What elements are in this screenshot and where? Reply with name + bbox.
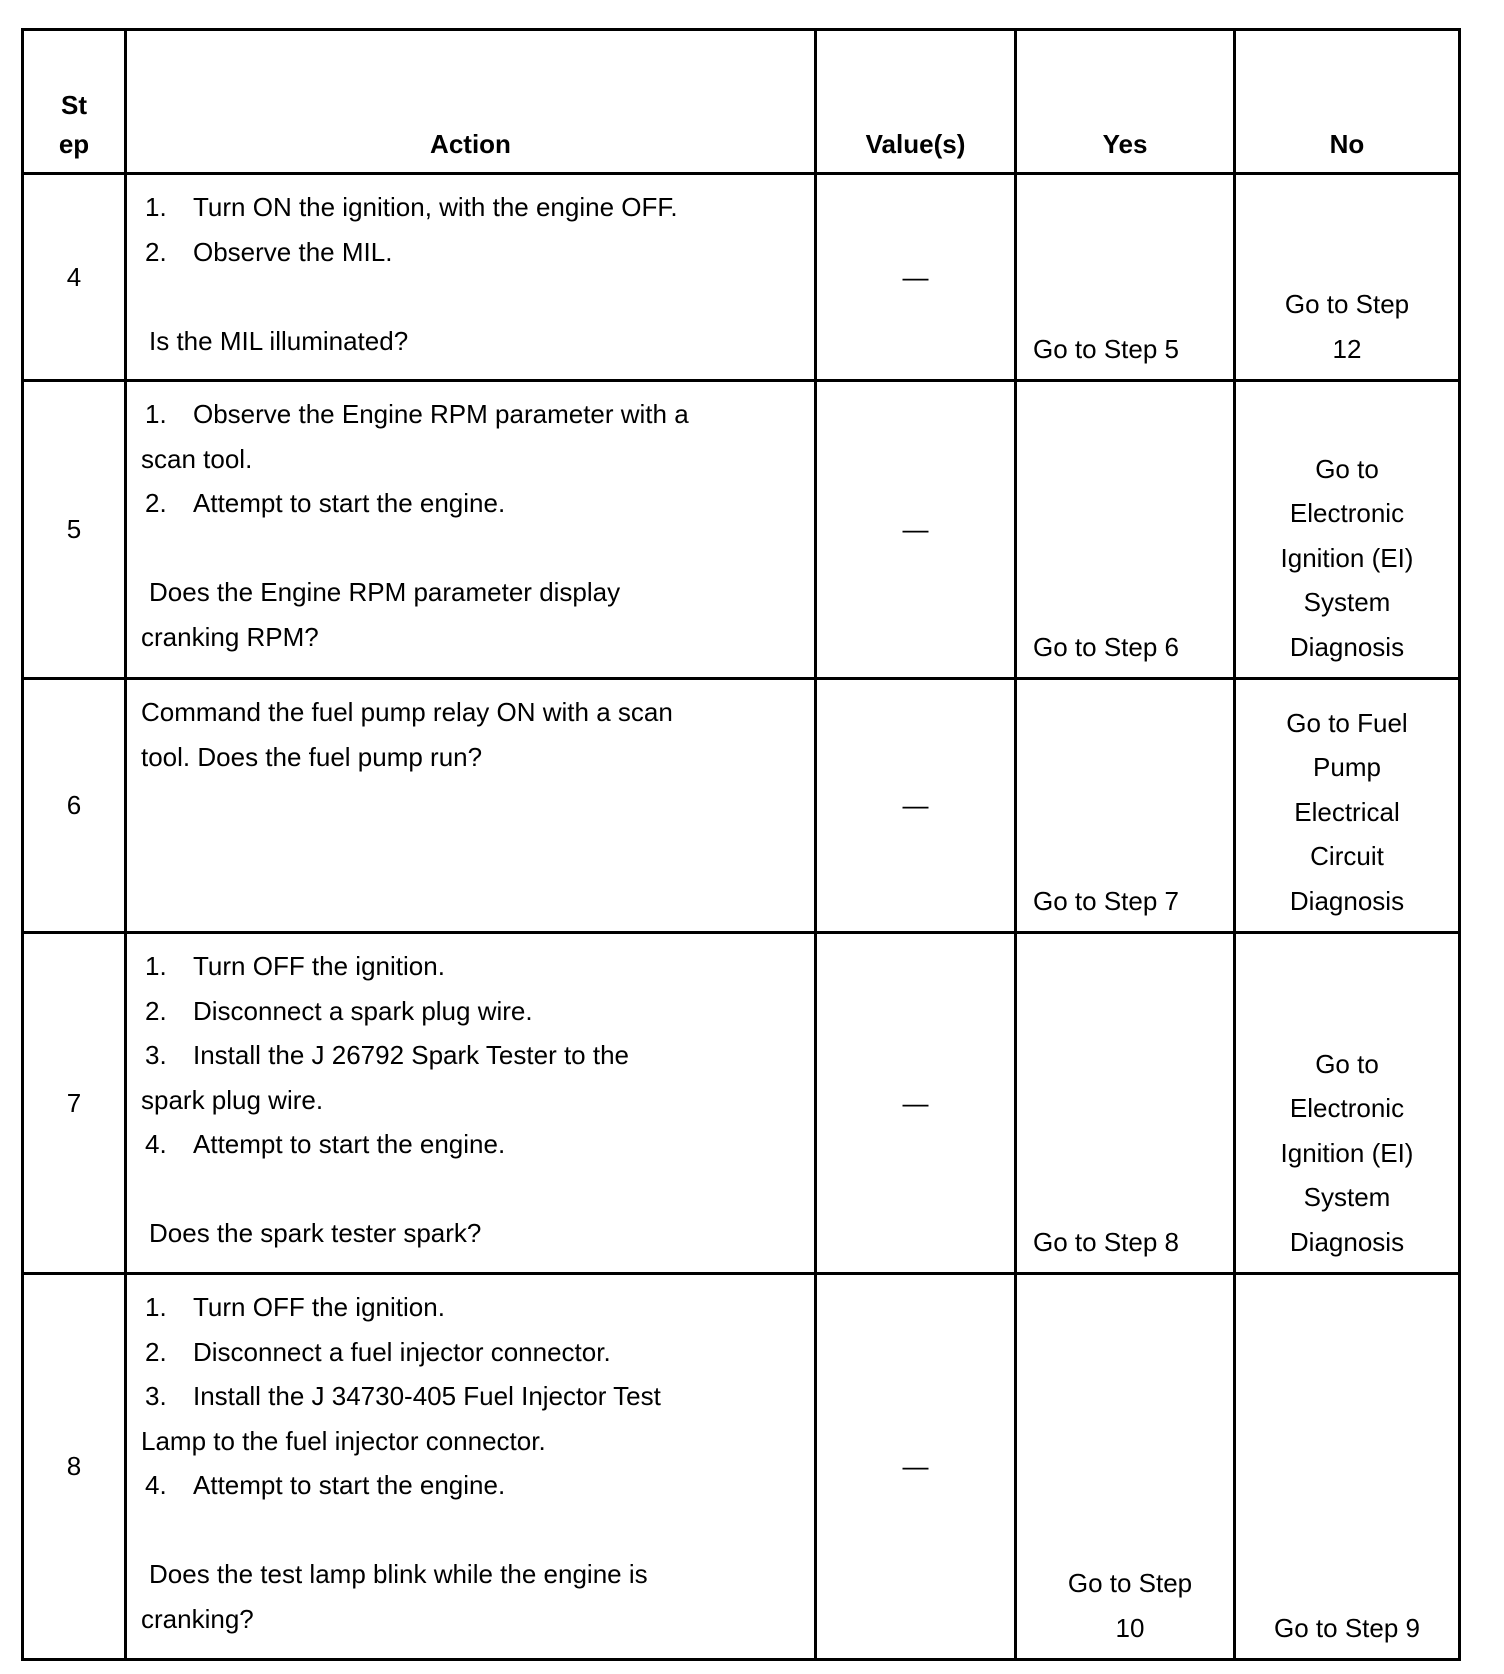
yes-cell: Go to Step 8 — [1016, 933, 1235, 1274]
value-cell: — — [816, 679, 1016, 933]
yes-cell: Go to Step 6 — [1016, 381, 1235, 679]
table-row — [23, 174, 1460, 381]
action-cell: 1. Turn ON the ignition, with the engine OFF. 2. Observe the MIL. Is the MIL illuminated? — [126, 174, 816, 381]
yes-cell: Go to Step 5 — [1016, 174, 1235, 381]
step-number: 6 — [23, 679, 126, 933]
table-row — [23, 1274, 1460, 1660]
no-cell: Go to Electronic Ignition (EI) System Diagnosis — [1235, 381, 1460, 679]
header-action: Action — [126, 30, 816, 174]
action-cell: Command the fuel pump relay ON with a scan tool. Does the fuel pump run? — [126, 679, 816, 933]
step-number: 8 — [23, 1274, 126, 1660]
diagnostic-table — [21, 28, 1461, 1661]
header-step: St ep — [23, 30, 126, 174]
action-cell: 1. Observe the Engine RPM parameter with a scan tool. 2. Attempt to start the engine. Does the Engine RPM parameter display cranking RPM? — [126, 381, 816, 679]
header-no: No — [1235, 30, 1460, 174]
step-number: 7 — [23, 933, 126, 1274]
action-cell: 1. Turn OFF the ignition. 2. Disconnect a spark plug wire. 3. Install the J 26792 Spark Tester to the spark plug wire. 4. Attempt to start the engine. Does the spark tester spark? — [126, 933, 816, 1274]
no-cell: Go to Step 12 — [1235, 174, 1460, 381]
no-cell: Go to Step 9 — [1235, 1274, 1460, 1660]
no-cell: Go to Fuel Pump Electrical Circuit Diagnosis — [1235, 679, 1460, 933]
table-row — [23, 679, 1460, 933]
header-yes: Yes — [1016, 30, 1235, 174]
no-cell: Go to Electronic Ignition (EI) System Diagnosis — [1235, 933, 1460, 1274]
step-number: 4 — [23, 174, 126, 381]
value-cell: — — [816, 381, 1016, 679]
value-cell: — — [816, 933, 1016, 1274]
yes-cell: Go to Step 10 — [1016, 1274, 1235, 1660]
value-cell: — — [816, 174, 1016, 381]
action-cell: 1. Turn OFF the ignition. 2. Disconnect a fuel injector connector. 3. Install the J 34730-405 Fuel Injector Test Lamp to the fuel injector connector. 4. Attempt to start the engine. Does the test lamp blink while the engine is cranking? — [126, 1274, 816, 1660]
header-values: Value(s) — [816, 30, 1016, 174]
step-number: 5 — [23, 381, 126, 679]
table-row — [23, 381, 1460, 679]
header-row — [23, 30, 1460, 174]
value-cell: — — [816, 1274, 1016, 1660]
table-row — [23, 933, 1460, 1274]
yes-cell: Go to Step 7 — [1016, 679, 1235, 933]
